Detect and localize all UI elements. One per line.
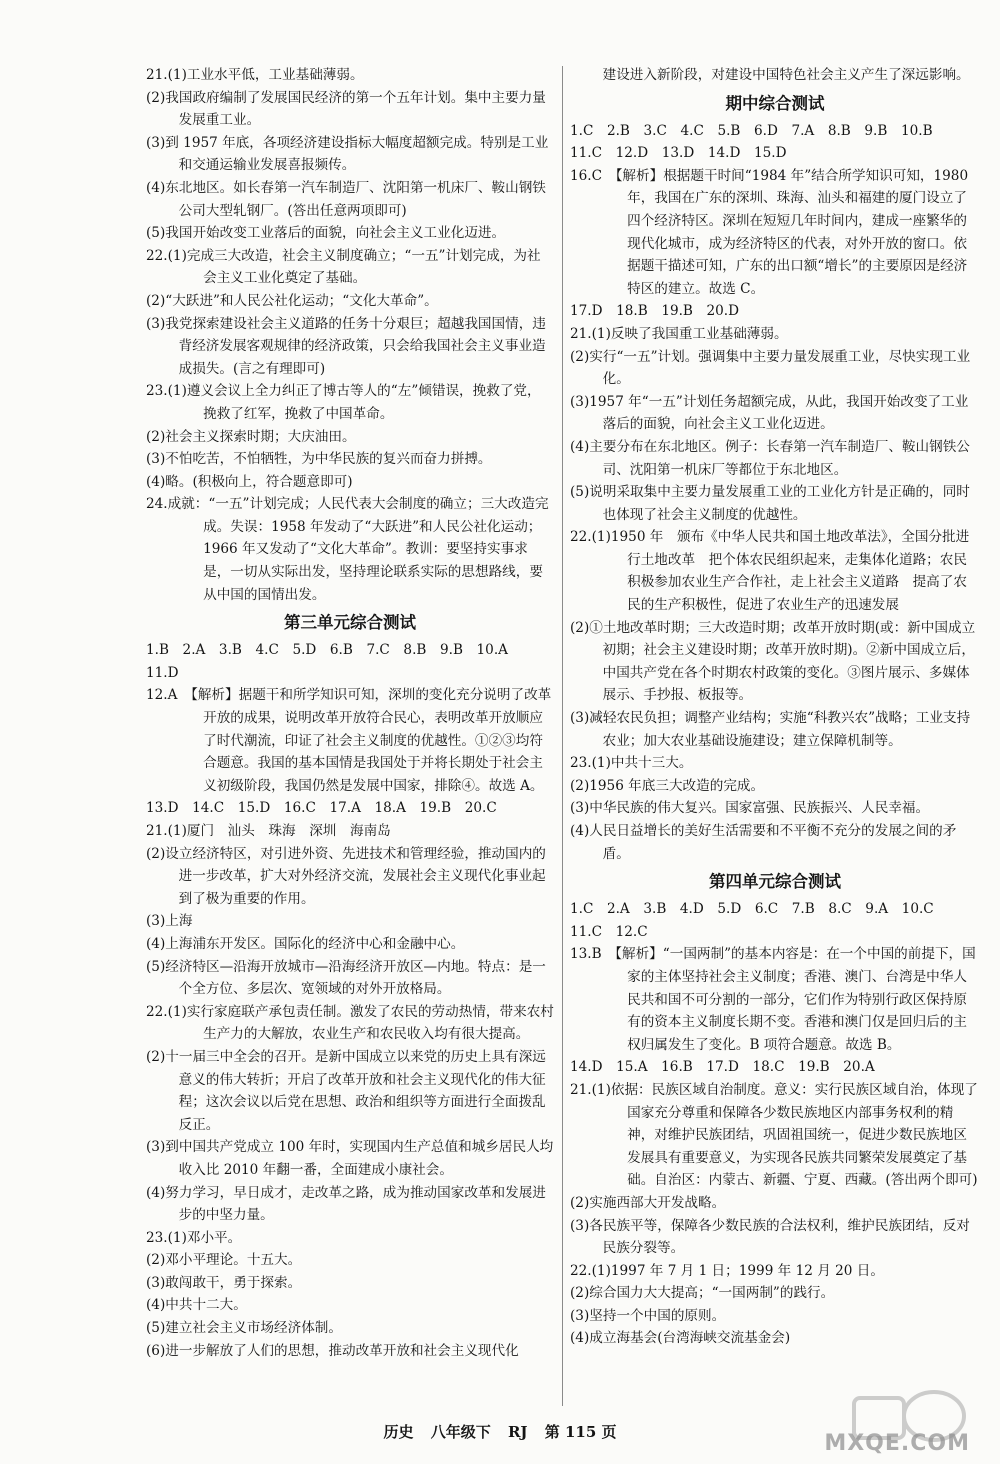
answer-line: (4)成立海基会(台湾海峡交流基金会) <box>570 1330 791 1347</box>
answer-line: (2)我国政府编制了发展国民经济的第一个五年计划。集中主要力量发展重工业。 <box>146 89 546 129</box>
answer-line: 22.(1)实行家庭联产承包责任制。激发了农民的劳动热情，带来农村生产力的大解放，农业生产和农民收入均有很大提高。 <box>146 1003 554 1043</box>
answer-line: 11.D <box>146 664 179 681</box>
answer-line: (3)1957 年“一五”计划任务超额完成，从此，我国开始改变了工业落后的面貌，向社会主义工业化迈进。 <box>570 393 969 433</box>
answer-line: 1.C 2.A 3.B 4.D 5.D 6.C 7.B 8.C 9.A 10.C <box>570 901 934 918</box>
left-column <box>146 64 554 1362</box>
answer-line: 22.(1)1950 年 颁布《中华人民共和国土地改革法》，全国分批进行土地改革 把个体农民组织起来，走集体化道路；农民积极参加农业生产合作社，走上社会主义道路 提高了农民的生产积极性，促进了农业生产的迅速发展 <box>570 529 970 614</box>
answer-line: (3)敢闯敢干，勇于探索。 <box>146 1274 302 1291</box>
answer-line: (2)社会主义探索时期；大庆油田。 <box>146 428 356 445</box>
answer-line: (4)上海浦东开发区。国际化的经济中心和金融中心。 <box>146 935 465 952</box>
answer-line: 1.B 2.A 3.B 4.C 5.D 6.B 7.C 8.B 9.B 10.A <box>146 642 508 659</box>
answer-line: (5)建立社会主义市场经济体制。 <box>146 1320 342 1337</box>
answer-line: (2)1956 年底三大改造的完成。 <box>570 777 765 794</box>
answer-line: (3)到 1957 年底，各项经济建设指标大幅度超额完成。特别是工业和交通运输业发展喜报频传。 <box>146 134 549 174</box>
answer-line: 21.(1)工业水平低，工业基础薄弱。 <box>146 67 364 83</box>
answer-line: (3)坚持一个中国的原则。 <box>570 1307 726 1324</box>
answer-line: (2)邓小平理论。十五大。 <box>146 1252 302 1269</box>
answer-line: (4)东北地区。如长春第一汽车制造厂、沈阳第一机床厂、鞍山钢铁公司大型轧钢厂。(答出任意两项即可) <box>146 179 546 219</box>
answer-line: (3)上海 <box>146 913 193 930</box>
footer-grade: 八年级下 <box>430 1423 491 1441</box>
answer-line: (2)十一届三中全会的召开。是新中国成立以来党的历史上具有深远意义的伟大转折；开启了改革开放和社会主义现代化的伟大征程；这次会议以后党在思想、政治和组织等方面进行全面拨乱反正。 <box>146 1048 546 1133</box>
answer-line: (5)说明采取集中主要力量发展重工业的工业化方针是正确的，同时也体现了社会主义制度的优越性。 <box>570 484 970 523</box>
answer-line: (4)略。(积极向上，符合题意即可) <box>146 473 353 490</box>
answer-line: 24.成就：“一五”计划完成；人民代表大会制度的确立；三大改造完成。失误：1958 年发动了“大跃进”和人民公社化运动；1966 年又发动了“文化大革命”。教训：要坚持实事求是，一切从实际出发，坚持理论联系实际的思想路线，要从中国的国情出发。 <box>146 496 549 603</box>
answer-line: (4)中共十二大。 <box>146 1297 247 1314</box>
answer-line: 12.A 【解析】据题干和所学知识可知，深圳的变化充分说明了改革开放的成果，说明改革开放符合民心，表明改革开放顺应了时代潮流，印证了社会主义制度的优越性。①②③均符合题意。我国的基本国情是我国处于并将长期处于社会主义初级阶段，我国仍然是发展中国家，排除④。故选 A。 <box>146 687 552 794</box>
answer-line: (2)实行“一五”计划。强调集中主要力量发展重工业，尽快实现工业化。 <box>570 348 971 388</box>
footer-subject: 历史 <box>383 1423 414 1441</box>
answer-line: (3)到中国共产党成立 100 年时，实现国内生产总值和城乡居民人均收入比 2010 年翻一番，全面建成小康社会。 <box>146 1139 554 1178</box>
answer-line: (5)我国开始改变工业落后的面貌，向社会主义工业化迈进。 <box>146 225 506 242</box>
answer-line: 23.(1)遵义会议上全力纠正了博古等人的“左”倾错误，挽救了党，挽救了红军，挽救了中国革命。 <box>146 383 541 422</box>
answer-line: (2)综合国力大大提高；“一国两制”的践行。 <box>570 1285 835 1302</box>
answer-line: 1.C 2.B 3.C 4.C 5.B 6.D 7.A 8.B 9.B 10.B <box>570 122 933 139</box>
answer-line: 16.C 【解析】根据题干时间“1984 年”结合所学知识可知，1980 年，我国在广东的深圳、珠海、汕头和福建的厦门设立了四个经济特区。深圳在短短几年时间内，建成一座繁华的现代化城市，成为经济特区的代表，对外开放的窗口。依据题干描述可知，广东的出口额“增长”的主要原因是经济特区的建立。故选 C。 <box>570 167 973 297</box>
answer-line: 17.D 18.B 19.B 20.D <box>570 303 740 320</box>
footer-page: 第 115 页 <box>544 1423 617 1441</box>
answer-line: (6)进一步解放了人们的思想，推动改革开放和社会主义现代化 <box>146 1342 519 1359</box>
answer-line: 21.(1)依据：民族区域自治制度。意义：实行民族区域自治，体现了国家充分尊重和保障各少数民族地区内部事务权利的精神，对维护民族团结，巩固祖国统一，促进少数民族地区发展具有重要意义，为实现各民族共同繁荣发展奠定了基础。自治区：内蒙古、新疆、宁夏、西藏。(答出两个即可) <box>570 1081 978 1189</box>
answer-line: (4)主要分布在东北地区。例子：长春第一汽车制造厂、鞍山钢铁公司、沈阳第一机床厂等都位于东北地区。 <box>570 438 970 478</box>
answer-line: (4)努力学习，早日成才，走改革之路，成为推动国家改革和发展进步的中坚力量。 <box>146 1184 546 1224</box>
answer-line: (2)“大跃进”和人民公社化运动；“文化大革命”。 <box>146 292 438 309</box>
answer-line: 23.(1)中共十三大。 <box>570 755 693 772</box>
answer-line: 11.C 12.D 13.D 14.D 15.D <box>570 145 787 162</box>
answer-line: 建设进入新阶段，对建设中国特色社会主义产生了深远影响。 <box>602 67 970 83</box>
answer-line: (2)实施西部大开发战略。 <box>570 1194 726 1211</box>
answer-line: 23.(1)邓小平。 <box>146 1229 242 1246</box>
answer-line: 11.C 12.C <box>570 923 648 940</box>
answer-line: (3)中华民族的伟大复兴。国家富强、民族振兴、人民幸福。 <box>570 800 930 817</box>
answer-line: 22.(1)1997 年 7 月 1 日；1999 年 12 月 20 日。 <box>570 1262 884 1279</box>
answer-line: (5)经济特区—沿海开放城市—沿海经济开放区—内地。特点：是一个全方位、多层次、宽领域的对外开放格局。 <box>146 958 546 998</box>
answer-line: 21.(1)反映了我国重工业基础薄弱。 <box>570 325 788 342</box>
answer-line: 14.D 15.A 16.B 17.D 18.C 19.B 20.A <box>570 1059 875 1076</box>
answer-line: 22.(1)完成三大改造，社会主义制度确立；“一五”计划完成，为社会主义工业化奠定了基础。 <box>146 247 541 287</box>
section-title: 第四单元综合测试 <box>709 872 841 892</box>
answer-line: 21.(1)厦门 汕头 珠海 深圳 海南岛 <box>146 823 391 839</box>
section-title: 第三单元综合测试 <box>284 613 416 633</box>
column-divider <box>562 66 563 1406</box>
section-title: 期中综合测试 <box>725 93 825 113</box>
answer-line: (3)各民族平等，保障各少数民族的合法权利，维护民族团结，反对民族分裂等。 <box>570 1217 970 1257</box>
answer-line: 13.B 【解析】“一国两制”的基本内容是：在一个中国的前提下，国家的主体坚持社会主义制度；香港、澳门、台湾是中华人民共和国不可分割的一部分，它们作为特别行政区保持原有的资本主义制度长期不变。香港和澳门仅是回归后的主权归属发生了变化。B 项符合题意。故选 B。 <box>570 946 976 1053</box>
answer-line: 13.D 14.C 15.D 16.C 17.A 18.A 19.B 20.C <box>146 800 497 817</box>
answer-line: (2)①土地改革时期；三大改造时期；改革开放时期(或：新中国成立初期；社会主义建设时期；改革开放时期)。②新中国成立后，中国共产党在各个时期农村政策的变化。③图片展示、多媒体展示、手抄报、板报等。 <box>570 619 976 704</box>
answer-line: (3)我党探索建设社会主义道路的任务十分艰巨；超越我国国情，违背经济发展客观规律的经济政策，只会给我国社会主义事业造成损失。(言之有理即可) <box>146 315 546 377</box>
answer-line: (3)减轻农民负担；调整产业结构；实施“科教兴农”战略；工业支持农业；加大农业基础设施建设；建立保障机制等。 <box>570 710 971 749</box>
watermark-text: MXQE.COM <box>824 1431 970 1456</box>
right-column <box>570 64 980 1350</box>
answer-line: (2)设立经济特区，对引进外资、先进技术和管理经验，推动国内的进一步改革，扩大对外经济交流，发展社会主义现代化事业起到了极为重要的作用。 <box>146 845 546 907</box>
footer-edition: RJ <box>507 1423 528 1441</box>
answer-line: (4)人民日益增长的美好生活需要和不平衡不充分的发展之间的矛盾。 <box>570 823 957 862</box>
answer-line: (3)不怕吃苦，不怕牺牲，为中华民族的复兴而奋力拼搏。 <box>146 451 492 468</box>
